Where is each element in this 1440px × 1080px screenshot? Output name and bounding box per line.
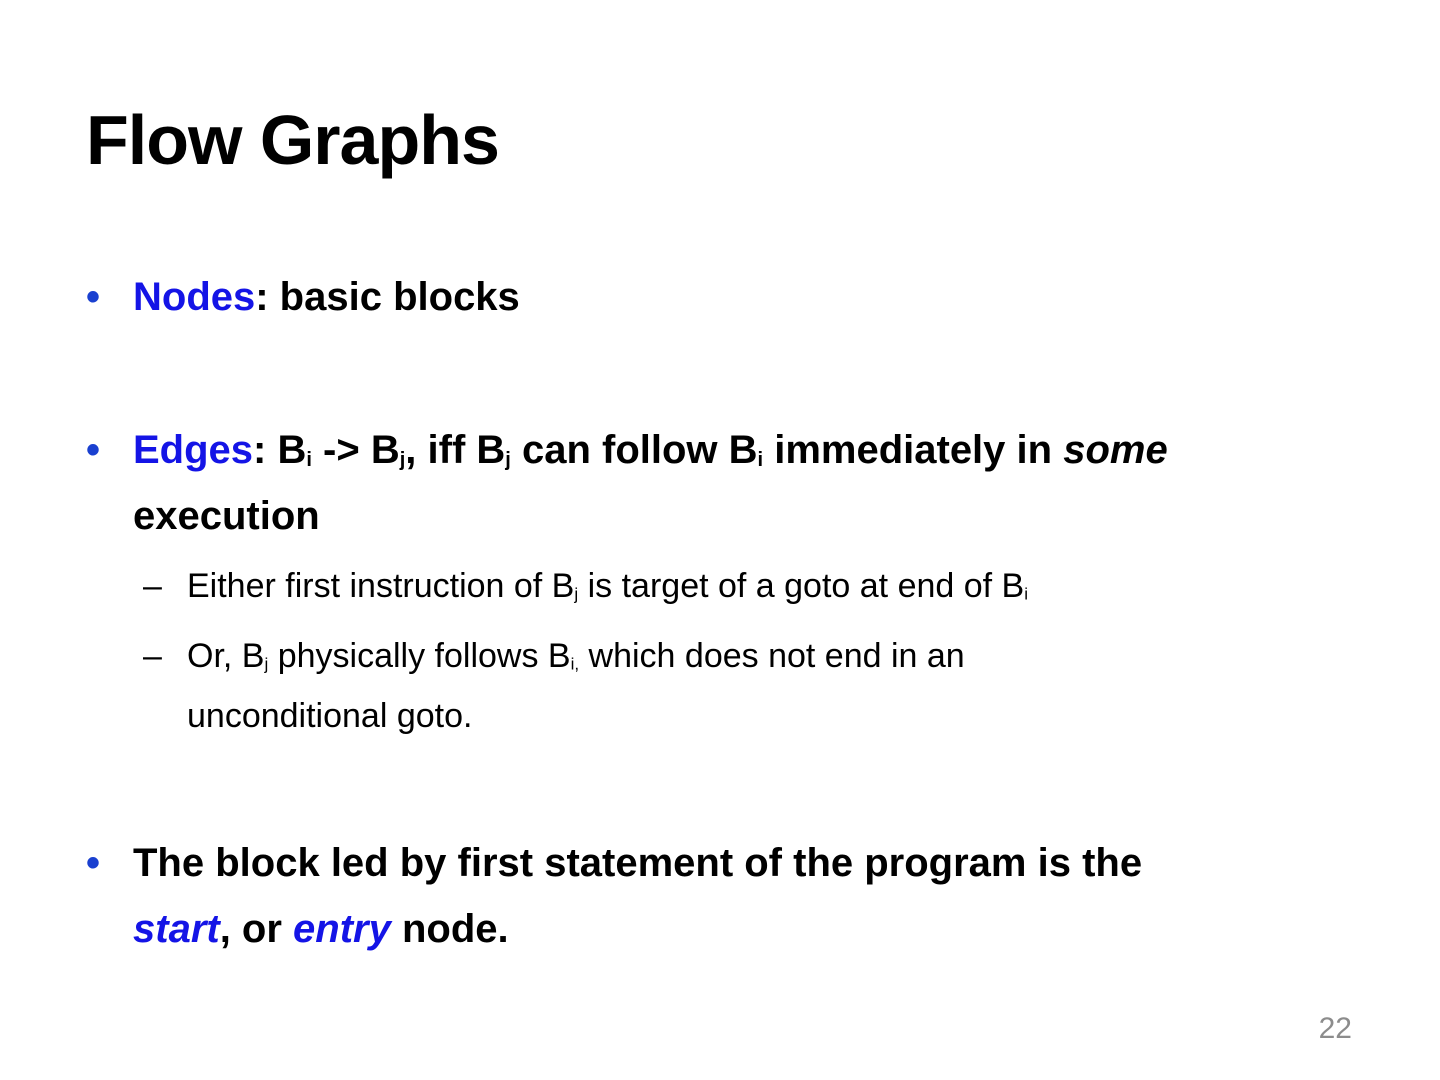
subscript: j xyxy=(574,584,579,604)
subscript: i xyxy=(306,449,312,471)
bullet-text xyxy=(133,264,1370,330)
subscript: j xyxy=(505,449,511,471)
sub-part: Either first instruction of B xyxy=(187,567,575,605)
sub-part: is target of a goto at end of B xyxy=(578,567,1025,605)
bullet-marker: • xyxy=(86,841,101,885)
subscript: i, xyxy=(570,654,580,674)
term-entry: entry xyxy=(293,907,391,951)
nodes-definition: : basic blocks xyxy=(255,275,520,319)
subbullet-text xyxy=(187,556,1370,616)
entry-line-2 xyxy=(133,896,1370,962)
sub-part: Or, B xyxy=(187,637,265,675)
subscript: j xyxy=(399,449,406,471)
sub-line-1 xyxy=(187,626,1370,686)
term-edges: Edges xyxy=(133,428,254,472)
sub-part: physically follows B xyxy=(268,637,571,675)
subscript: i xyxy=(757,449,764,471)
entry-line-1: The block led by first statement of the program is the xyxy=(133,841,1143,885)
subbullet-text xyxy=(187,626,1370,746)
subscript: j xyxy=(264,654,269,674)
subscript: i xyxy=(1024,584,1029,604)
sub-part: which does not end in an xyxy=(579,637,965,675)
edges-part: -> B xyxy=(311,428,400,472)
edges-part: can follow B xyxy=(510,428,758,472)
subbullet-marker: – xyxy=(143,637,162,675)
entry-part: node. xyxy=(390,907,509,951)
bullet-text xyxy=(133,417,1370,549)
edges-line-2: execution xyxy=(133,494,320,538)
term-start: start xyxy=(133,907,220,951)
page-number: 22 xyxy=(1318,1012,1352,1045)
entry-part: , or xyxy=(219,907,294,951)
edges-line-1 xyxy=(133,417,1370,483)
bullet-marker: • xyxy=(86,275,101,319)
bullet-text xyxy=(133,830,1370,962)
bullet-marker: • xyxy=(86,428,101,472)
edges-part: immediately in xyxy=(763,428,1064,472)
subbullet-marker: – xyxy=(143,567,162,605)
edges-part: , iff B xyxy=(405,428,506,472)
slide-title: Flow Graphs xyxy=(86,101,499,179)
emphasis-some: some xyxy=(1063,428,1168,472)
sub-line-2: unconditional goto. xyxy=(187,697,473,735)
term-nodes: Nodes xyxy=(133,275,256,319)
edges-part: : B xyxy=(253,428,307,472)
